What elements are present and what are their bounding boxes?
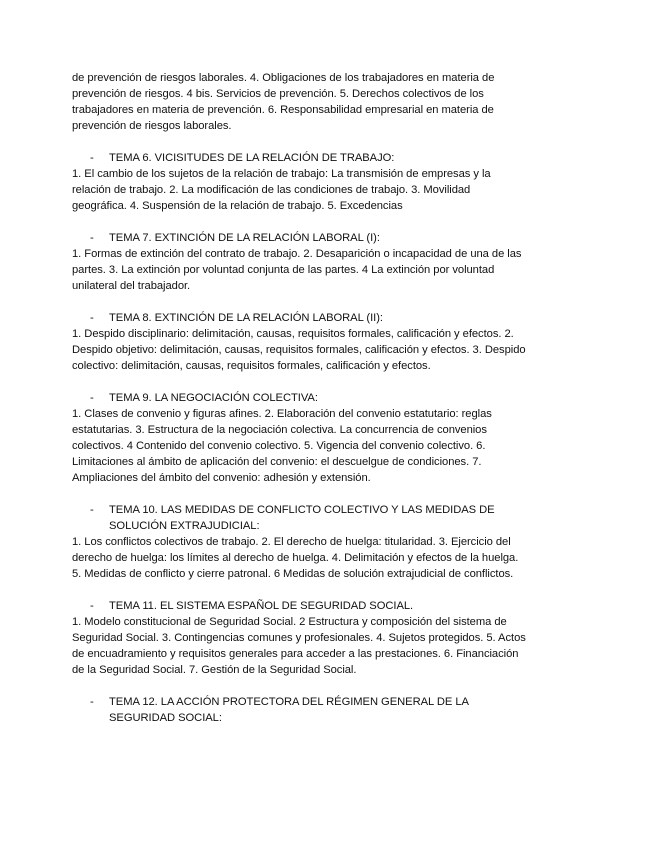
section-body: 1. Los conflictos colectivos de trabajo. 2. El derecho de huelga: titularidad. 3. Ejercicio del derecho de huelga: los límites al derecho de huelga. 4. Delimitación y efectos de la huelga. 5. Medidas de conflicto y cierre patronal. 6 Medidas de solución extrajudicial de conflictos. xyxy=(72,536,519,580)
section-tema-8 xyxy=(72,310,527,374)
section-title: TEMA 9. LA NEGOCIACIÓN COLECTIVA: xyxy=(109,392,318,404)
section-heading xyxy=(72,230,527,246)
bullet-dash: - xyxy=(90,232,94,244)
section-title: TEMA 10. LAS MEDIDAS DE CONFLICTO COLECTIVO Y LAS MEDIDAS DE SOLUCIÓN EXTRAJUDICIAL: xyxy=(109,504,495,532)
bullet-dash: - xyxy=(90,152,94,164)
section-tema-12 xyxy=(72,694,527,726)
bullet-dash: - xyxy=(90,504,94,516)
intro-paragraph: de prevención de riesgos laborales. 4. Obligaciones de los trabajadores en materia de prevención de riesgos. 4 bis. Servicios de prevención. 5. Derechos colectivos de los trabajadores en materia de prevención. 6. Responsabilidad empresarial en materia de prevención de riesgos laborales. xyxy=(72,72,495,132)
document-page xyxy=(72,70,527,726)
section-tema-7 xyxy=(72,230,527,294)
section-tema-9 xyxy=(72,390,527,486)
section-tema-10 xyxy=(72,502,527,582)
section-title: TEMA 11. EL SISTEMA ESPAÑOL DE SEGURIDAD SOCIAL. xyxy=(109,600,414,612)
section-title: TEMA 7. EXTINCIÓN DE LA RELACIÓN LABORAL (I): xyxy=(109,232,380,244)
section-heading xyxy=(72,390,527,406)
section-title: TEMA 12. LA ACCIÓN PROTECTORA DEL RÉGIMEN GENERAL DE LA SEGURIDAD SOCIAL: xyxy=(109,696,469,724)
section-tema-11 xyxy=(72,598,527,678)
section-body: 1. Clases de convenio y figuras afines. 2. Elaboración del convenio estatutario: reglas estatutarias. 3. Estructura de la negociación colectiva. La concurrencia de convenios colectivos. 4 Contenido del convenio colectivo. 5. Vigencia del convenio colectivo. 6. Limitaciones al ámbito de aplicación del convenio: el descuelgue de condiciones. 7. Ampliaciones del ámbito del convenio: adhesión y extensión. xyxy=(72,408,492,484)
section-title: TEMA 6. VICISITUDES DE LA RELACIÓN DE TRABAJO: xyxy=(109,152,395,164)
section-body: 1. Formas de extinción del contrato de trabajo. 2. Desaparición o incapacidad de una de las partes. 3. La extinción por voluntad conjunta de las partes. 4 La extinción por voluntad unilateral del trabajador. xyxy=(72,248,522,292)
section-tema-6 xyxy=(72,150,527,214)
section-heading xyxy=(72,694,527,726)
section-body: 1. Modelo constitucional de Seguridad Social. 2 Estructura y composición del sistema de Seguridad Social. 3. Contingencias comunes y profesionales. 4. Sujetos protegidos. 5. Actos de encuadramiento y requisitos generales para acceder a las prestaciones. 6. Financiación de la Seguridad Social. 7. Gestión de la Seguridad Social. xyxy=(72,616,526,676)
section-heading xyxy=(72,502,527,534)
section-heading xyxy=(72,150,527,166)
bullet-dash: - xyxy=(90,392,94,404)
section-title: TEMA 8. EXTINCIÓN DE LA RELACIÓN LABORAL (II): xyxy=(109,312,383,324)
bullet-dash: - xyxy=(90,696,94,708)
bullet-dash: - xyxy=(90,600,94,612)
section-heading xyxy=(72,598,527,614)
bullet-dash: - xyxy=(90,312,94,324)
section-heading xyxy=(72,310,527,326)
section-body: 1. Despido disciplinario: delimitación, causas, requisitos formales, calificación y efectos. 2. Despido objetivo: delimitación, causas, requisitos formales, calificación y efectos. 3. Despido colectivo: delimitación, causas, requisitos formales, calificación y efectos. xyxy=(72,328,526,372)
section-body: 1. El cambio de los sujetos de la relación de trabajo: La transmisión de empresas y la relación de trabajo. 2. La modificación de las condiciones de trabajo. 3. Movilidad geográfica. 4. Suspensión de la relación de trabajo. 5. Excedencias xyxy=(72,168,491,212)
